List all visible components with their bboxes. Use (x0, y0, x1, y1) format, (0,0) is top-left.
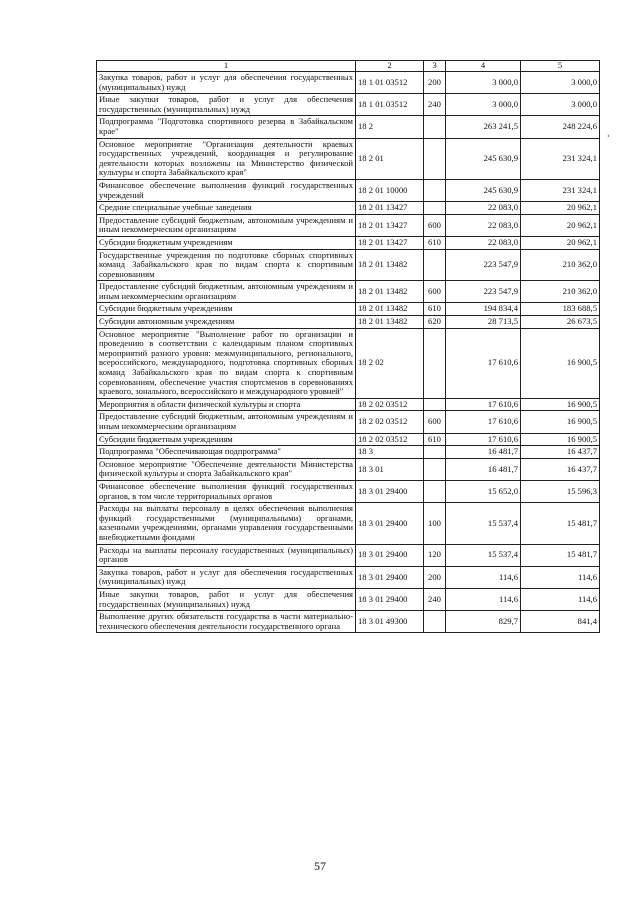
row-amount-col5: 841,4 (521, 611, 600, 633)
row-code: 18 2 01 13427 (356, 236, 424, 249)
row-name: Государственные учреждения по подготовке сборных спортивных команд Забайкальского края по видам спорта к спортивным соревнованиям (97, 249, 356, 281)
row-expense-type (424, 480, 446, 502)
column-header-1: 1 (97, 61, 356, 72)
table-row (97, 72, 600, 94)
budget-table (96, 60, 600, 633)
row-amount-col4: 16 481,7 (446, 446, 521, 459)
row-amount-col5: 3 000,0 (521, 72, 600, 94)
row-code: 18 3 01 29400 (356, 480, 424, 502)
row-code: 18 2 02 03512 (356, 398, 424, 411)
row-code: 18 2 01 13482 (356, 249, 424, 281)
row-amount-col5: 3 000,0 (521, 94, 600, 116)
table-row (97, 281, 600, 303)
column-header-4: 4 (446, 61, 521, 72)
row-code: 18 3 01 (356, 458, 424, 480)
row-code: 18 3 01 29400 (356, 544, 424, 566)
row-expense-type: 120 (424, 544, 446, 566)
row-code: 18 2 01 13482 (356, 303, 424, 316)
row-expense-type (424, 458, 446, 480)
row-name: Субсидии автономным учреждениям (97, 316, 356, 329)
row-amount-col4: 17 610,6 (446, 411, 521, 433)
row-amount-col4: 15 537,4 (446, 503, 521, 544)
row-name: Подпрограмма "Обеспечивающая подпрограмма" (97, 446, 356, 459)
row-amount-col5: 26 673,5 (521, 316, 600, 329)
row-expense-type (424, 116, 446, 138)
row-amount-col5: 16 900,5 (521, 328, 600, 398)
row-amount-col5: 231 324,1 (521, 138, 600, 179)
row-name: Субсидии бюджетным учреждениям (97, 433, 356, 446)
row-code: 18 3 01 29400 (356, 566, 424, 588)
row-code: 18 1 01 03512 (356, 72, 424, 94)
row-name: Предоставление субсидий бюджетным, автономным учреждениям и иным некоммерческим организациям (97, 281, 356, 303)
row-amount-col4: 245 630,9 (446, 179, 521, 201)
row-code: 18 2 01 13427 (356, 202, 424, 215)
row-amount-col4: 245 630,9 (446, 138, 521, 179)
margin-mark: › (607, 131, 610, 140)
table-row (97, 249, 600, 281)
row-amount-col4: 17 610,6 (446, 433, 521, 446)
table-row (97, 179, 600, 201)
row-expense-type: 600 (424, 411, 446, 433)
row-expense-type: 200 (424, 566, 446, 588)
row-expense-type (424, 202, 446, 215)
row-expense-type: 610 (424, 236, 446, 249)
column-header-3: 3 (424, 61, 446, 72)
table-row (97, 138, 600, 179)
column-header-2: 2 (356, 61, 424, 72)
row-amount-col5: 20 962,1 (521, 202, 600, 215)
row-name: Закупка товаров, работ и услуг для обеспечения государственных (муниципальных) нужд (97, 566, 356, 588)
table-row (97, 503, 600, 544)
row-amount-col4: 17 610,6 (446, 398, 521, 411)
row-expense-type: 200 (424, 72, 446, 94)
row-expense-type (424, 249, 446, 281)
row-amount-col5: 16 900,5 (521, 398, 600, 411)
row-code: 18 1 01 03512 (356, 94, 424, 116)
row-name: Финансовое обеспечение выполнения функций государственных органов, в том числе территориальных органов (97, 480, 356, 502)
table-row (97, 94, 600, 116)
row-name: Субсидии бюджетным учреждениям (97, 303, 356, 316)
row-code: 18 3 01 29400 (356, 588, 424, 610)
row-amount-col5: 16 900,5 (521, 411, 600, 433)
row-amount-col4: 22 083,0 (446, 214, 521, 236)
row-expense-type (424, 446, 446, 459)
row-name: Предоставление субсидий бюджетным, автономным учреждениям и иным некоммерческим организациям (97, 214, 356, 236)
row-amount-col5: 15 481,7 (521, 503, 600, 544)
row-amount-col4: 15 537,4 (446, 544, 521, 566)
table-row (97, 303, 600, 316)
table-row (97, 544, 600, 566)
table-row (97, 446, 600, 459)
row-expense-type (424, 398, 446, 411)
row-code: 18 3 (356, 446, 424, 459)
table-row (97, 214, 600, 236)
row-code: 18 2 01 (356, 138, 424, 179)
row-name: Иные закупки товаров, работ и услуг для обеспечения государственных (муниципальных) нужд (97, 94, 356, 116)
table-row (97, 328, 600, 398)
row-expense-type: 100 (424, 503, 446, 544)
row-expense-type: 620 (424, 316, 446, 329)
row-amount-col4: 114,6 (446, 588, 521, 610)
row-amount-col4: 22 083,0 (446, 202, 521, 215)
table-row (97, 202, 600, 215)
table-row (97, 433, 600, 446)
row-name: Иные закупки товаров, работ и услуг для обеспечения государственных (муниципальных) нужд (97, 588, 356, 610)
row-amount-col5: 20 962,1 (521, 214, 600, 236)
row-amount-col4: 17 610,6 (446, 328, 521, 398)
row-code: 18 3 01 29400 (356, 503, 424, 544)
row-amount-col5: 16 437,7 (521, 458, 600, 480)
row-name: Предоставление субсидий бюджетным, автономным учреждениям и иным некоммерческим организациям (97, 411, 356, 433)
row-code: 18 2 01 13482 (356, 281, 424, 303)
row-code: 18 2 01 13482 (356, 316, 424, 329)
row-name: Субсидии бюджетным учреждениям (97, 236, 356, 249)
row-expense-type: 600 (424, 281, 446, 303)
row-amount-col4: 16 481,7 (446, 458, 521, 480)
table-row (97, 458, 600, 480)
row-amount-col5: 16 900,5 (521, 433, 600, 446)
row-amount-col4: 223 547,9 (446, 281, 521, 303)
table-row (97, 316, 600, 329)
row-amount-col5: 210 362,0 (521, 281, 600, 303)
row-name: Основное мероприятие "Обеспечение деятельности Министерства физической культуры и спорта Забайкальского края" (97, 458, 356, 480)
row-name: Расходы на выплаты персоналу в целях обеспечения выполнения функций государственными (муниципальными) органами, казенными учреждениями, органами управления государственными внебюджетными фондами (97, 503, 356, 544)
table-row (97, 116, 600, 138)
row-expense-type (424, 611, 446, 633)
row-amount-col5: 16 437,7 (521, 446, 600, 459)
row-amount-col5: 15 481,7 (521, 544, 600, 566)
row-name: Подпрограмма "Подготовка спортивного резерва в Забайкальском крае" (97, 116, 356, 138)
row-amount-col4: 3 000,0 (446, 72, 521, 94)
row-code: 18 2 01 10000 (356, 179, 424, 201)
row-name: Выполнение других обязательств государства в части материально-технического обеспечения деятельности государственного органа (97, 611, 356, 633)
row-amount-col5: 20 962,1 (521, 236, 600, 249)
row-code: 18 2 02 03512 (356, 411, 424, 433)
row-code: 18 2 02 (356, 328, 424, 398)
row-expense-type (424, 179, 446, 201)
page-number: 57 (314, 859, 326, 873)
row-amount-col5: 183 688,5 (521, 303, 600, 316)
table-row (97, 566, 600, 588)
row-amount-col5: 114,6 (521, 566, 600, 588)
row-amount-col4: 223 547,9 (446, 249, 521, 281)
row-name: Основное мероприятие "Выполнение работ по организации и проведению в соответствии с календарным планом спортивных мероприятий разного уровня: межмуниципального, регионального, всероссийского, международного, подготовка спортивных сборных команд Забайкальского края по видам спорта к спортивным соревнованиям, обеспечение участия спортсменов в соревнованиях краевого, зонального, всероссийского и международного уровней" (97, 328, 356, 398)
table-row (97, 611, 600, 633)
row-amount-col4: 263 241,5 (446, 116, 521, 138)
table-row (97, 588, 600, 610)
column-header-5: 5 (521, 61, 600, 72)
row-code: 18 2 02 03512 (356, 433, 424, 446)
row-expense-type (424, 138, 446, 179)
row-code: 18 2 (356, 116, 424, 138)
row-expense-type: 600 (424, 214, 446, 236)
row-amount-col5: 114,6 (521, 588, 600, 610)
row-amount-col4: 28 713,5 (446, 316, 521, 329)
table-header-row (97, 61, 600, 72)
row-amount-col4: 3 000,0 (446, 94, 521, 116)
row-amount-col5: 248 224,6 (521, 116, 600, 138)
row-amount-col4: 829,7 (446, 611, 521, 633)
row-amount-col5: 231 324,1 (521, 179, 600, 201)
row-name: Основное мероприятие "Организация деятельности краевых государственных учреждений, координация и регулирование деятельности которых возложены на Министерство физической культуры и спорта Забайкальского края" (97, 138, 356, 179)
row-expense-type (424, 328, 446, 398)
table-row (97, 236, 600, 249)
row-amount-col4: 15 652,0 (446, 480, 521, 502)
row-amount-col4: 194 834,4 (446, 303, 521, 316)
row-name: Средние специальные учебные заведения (97, 202, 356, 215)
row-code: 18 3 01 49300 (356, 611, 424, 633)
row-amount-col4: 114,6 (446, 566, 521, 588)
table-row (97, 398, 600, 411)
row-amount-col5: 210 362,0 (521, 249, 600, 281)
row-expense-type: 240 (424, 588, 446, 610)
row-amount-col5: 15 596,3 (521, 480, 600, 502)
row-name: Финансовое обеспечение выполнения функций государственных учреждений (97, 179, 356, 201)
table-row (97, 480, 600, 502)
row-code: 18 2 01 13427 (356, 214, 424, 236)
table-row (97, 411, 600, 433)
row-amount-col4: 22 083,0 (446, 236, 521, 249)
row-expense-type: 610 (424, 433, 446, 446)
row-expense-type: 240 (424, 94, 446, 116)
row-name: Расходы на выплаты персоналу государственных (муниципальных) органов (97, 544, 356, 566)
row-name: Закупка товаров, работ и услуг для обеспечения государственных (муниципальных) нужд (97, 72, 356, 94)
row-expense-type: 610 (424, 303, 446, 316)
row-name: Мероприятия в области физической культуры и спорта (97, 398, 356, 411)
